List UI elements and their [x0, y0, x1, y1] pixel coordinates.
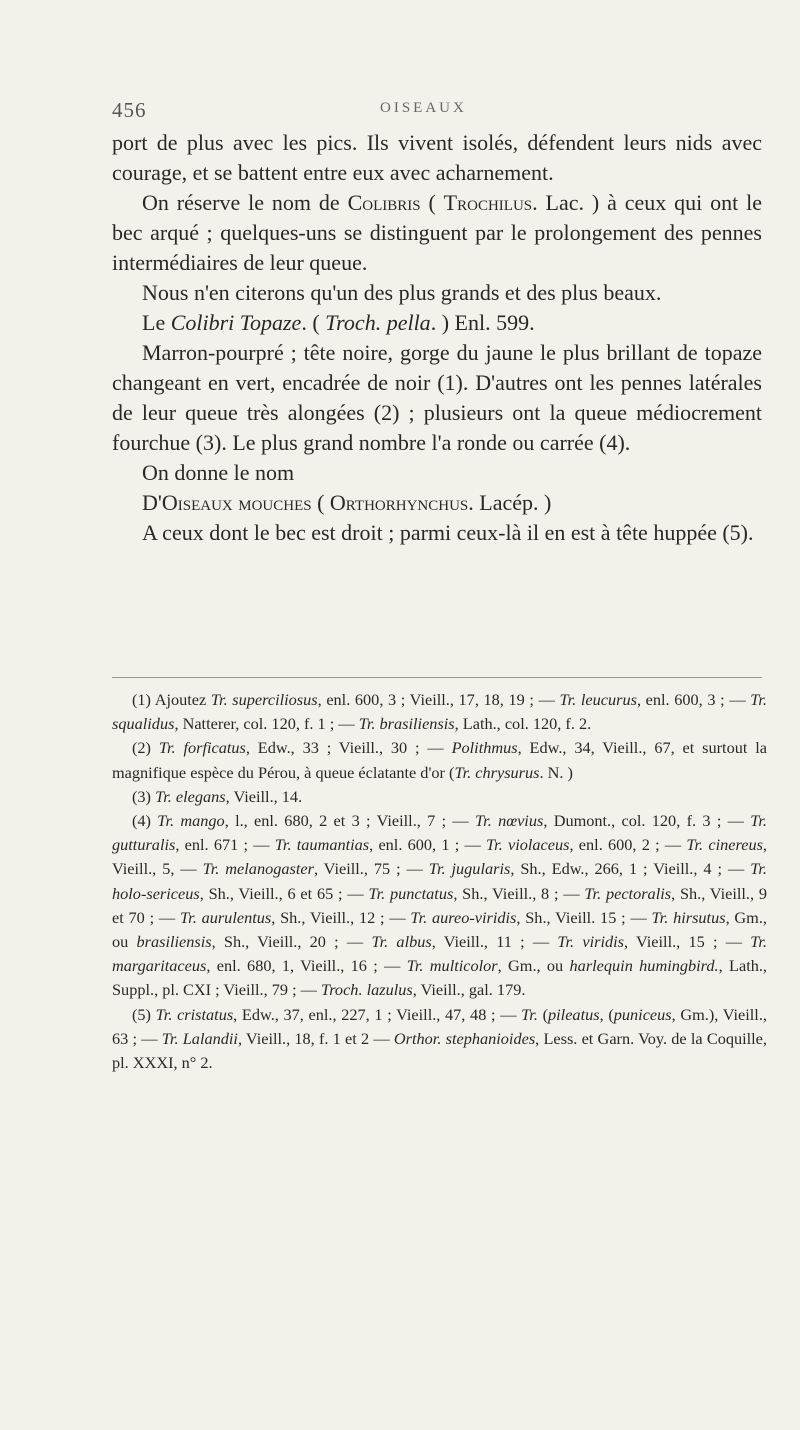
species-name: Tr. pectoralis	[584, 883, 672, 903]
genus-latin: Orthorhynchus	[329, 490, 469, 515]
paragraph-colibris	[112, 188, 762, 278]
text-run: , Gm., ou	[112, 907, 767, 952]
species-name: Tr. holo-sericeus	[112, 859, 767, 903]
main-text	[112, 128, 762, 548]
text-run: , Sh., Vieill., 6 et 65 ; —	[199, 883, 369, 903]
footnote-4	[112, 809, 767, 1003]
text-run: . ) Enl. 599.	[430, 310, 535, 335]
text-run: (1) Ajoutez	[132, 690, 211, 709]
species-name: Orthor. stephanioides	[393, 1028, 536, 1048]
paragraph-on-donne: On donne le nom	[142, 460, 295, 485]
text-run: (	[311, 490, 330, 515]
text-run: (4)	[132, 811, 158, 831]
text-run: , Lath., Suppl., pl. CXI ; Vieill., 79 ; —	[112, 956, 767, 1000]
text-run: (2)	[132, 738, 159, 758]
text-run: , Edw., 34, Vieill., 67, et surtout la magnifique espèce du Pérou, à queue éclatante d'or (	[112, 738, 767, 782]
text-run: , Edw., 37, enl., 227, 1 ; Vieill., 47, 48 ; —	[233, 1004, 522, 1024]
running-title: OISEAUX	[380, 100, 467, 116]
text-run: Le	[142, 310, 171, 335]
species-name: harlequin humingbird.	[569, 956, 719, 976]
species-name: Tr. elegans	[155, 786, 226, 806]
species-name: Tr. punctatus	[368, 883, 454, 903]
text-run: On réserve le nom de	[142, 190, 348, 215]
text-run: , Vieill., 14.	[225, 786, 303, 806]
species-latin: Troch. pella	[325, 310, 431, 335]
genus-latin: Trochilus	[443, 190, 533, 215]
species-name: Tr. squalidus	[112, 690, 767, 734]
text-run: (	[420, 190, 444, 215]
paragraph-oiseaux-mouches	[112, 488, 762, 518]
text-run: , Vieill., 75 ; —	[313, 859, 429, 879]
paragraph-colibri-topaze	[112, 308, 762, 338]
species-name: Tr. jugularis	[428, 859, 511, 879]
text-run: (3)	[132, 786, 156, 806]
genus-name: Colibris	[347, 190, 421, 215]
footnote-rule	[112, 677, 762, 678]
paragraph-bec-droit: A ceux dont le bec est droit ; parmi ceux-là il en est à tête huppée (5).	[142, 520, 754, 545]
paragraph-description: Marron-pourpré ; tête noire, gorge du jaune le plus brillant de topaze changeant en vert, encadrée de noir (1). D'autres ont les pennes latérales de leur queue très alongées (2) ; plusieurs ont la queue médiocrement fourchue (3). Le plus grand nombre l'a ronde ou carrée (4).	[112, 340, 762, 455]
paragraph-continuation: port de plus avec les pics. Ils vivent isolés, défendent leurs nids avec courage, et se battent entre eux avec acharnement.	[112, 130, 762, 185]
species-name: Tr. albus	[371, 932, 432, 952]
text-run: , Natterer, col. 120, f. 1 ; —	[174, 714, 359, 734]
species-name: puniceus	[613, 1004, 672, 1024]
species-name: Tr. brasiliensis	[358, 714, 455, 734]
text-run: , Vieill., gal. 179.	[412, 980, 526, 1000]
species-name: Polithmus	[451, 738, 518, 758]
footnote-2	[112, 736, 767, 784]
text-run: , Edw., 33 ; Vieill., 30 ; —	[245, 738, 452, 758]
species-name: Tr. leucurus	[559, 690, 637, 709]
species-name: Tr. viridis	[557, 932, 624, 952]
text-run: , (	[599, 1004, 614, 1024]
species-name: pileatus	[548, 1004, 600, 1024]
text-run: , Lath., col. 120, f. 2.	[454, 714, 592, 734]
text-run: , enl. 600, 3 ; Vieill., 17, 18, 19 ; —	[317, 690, 560, 709]
species-name: Tr. cinereus	[686, 835, 763, 855]
text-run: , Sh., Vieill., 9 et 70 ; —	[112, 883, 767, 927]
species-name: Tr. superciliosus	[210, 690, 318, 709]
species-name: brasiliensis	[136, 932, 212, 952]
species-name: Tr. chrysurus	[454, 762, 540, 782]
text-run: , l., enl. 680, 2 et 3 ; Vieill., 7 ; —	[224, 811, 476, 831]
species-name: Tr. forficatus	[158, 738, 246, 758]
text-run: , enl. 600, 3 ; —	[636, 690, 751, 709]
text-run: , Vieill., 11 ; —	[431, 932, 558, 952]
species-name: Troch. lazulus	[321, 980, 413, 1000]
page-number: 456	[112, 98, 147, 122]
text-run: , Less. et Garn. Voy. de la Coquille, pl. XXXI, n° 2.	[112, 1028, 767, 1073]
text-run: , enl. 600, 2 ; —	[569, 835, 687, 855]
footnotes	[112, 688, 767, 1075]
text-run: , Sh., Vieill., 12 ; —	[271, 907, 411, 927]
species-name: Tr. aurulentus	[180, 907, 272, 927]
text-run: , enl. 671 ; —	[175, 835, 275, 855]
footnote-3	[112, 785, 767, 809]
text-run: , Sh., Vieill., 20 ; —	[211, 932, 372, 952]
text-run: , Vieill., 15 ; —	[623, 932, 751, 952]
text-run: , Dumont., col. 120, f. 3 ; —	[543, 811, 751, 831]
text-run: . N. )	[539, 762, 573, 782]
running-head	[112, 98, 752, 122]
text-run: , Vieill., 5, —	[112, 835, 767, 879]
species-name: Colibri Topaze	[170, 310, 302, 335]
species-name: Tr. hirsutus	[651, 907, 726, 927]
text-run: , enl. 680, 1, Vieill., 16 ; —	[206, 956, 407, 976]
species-name: Tr. cristatus	[155, 1004, 234, 1024]
species-name: Tr. Lalandii	[161, 1028, 238, 1048]
text-run: . (	[301, 310, 326, 335]
species-name: Tr. melanogaster	[202, 859, 314, 879]
paragraph-nous-citerons: Nous n'en citerons qu'un des plus grands et des plus beaux.	[142, 280, 662, 305]
text-run: , Vieill., 18, f. 1 et 2 —	[237, 1028, 394, 1048]
text-run: , Gm.), Vieill., 63 ; —	[112, 1004, 767, 1048]
text-run: , enl. 600, 1 ; —	[369, 835, 487, 855]
text-run: (5)	[132, 1004, 156, 1024]
species-name: Tr. margaritaceus	[112, 932, 768, 976]
species-name: Tr. mango	[157, 811, 225, 831]
text-run: , Sh., Edw., 266, 1 ; Vieill., 4 ; —	[510, 859, 751, 879]
species-name: Tr. gutturalis	[112, 811, 768, 855]
group-name: D'Oiseaux mouches	[142, 490, 312, 515]
footnote-5	[112, 1003, 767, 1076]
species-name: Tr. multicolor	[406, 956, 498, 976]
text-run: , Gm., ou	[497, 956, 570, 976]
species-name: Tr. nœvius	[475, 811, 544, 831]
text-run: , Sh., Vieill., 8 ; —	[453, 883, 585, 903]
text-run: . Lac. ) à ceux qui ont le bec arqué ; quelques-uns se distinguent par le prolongement des pennes intermédiaires de leur queue.	[112, 190, 762, 275]
text-run: , Sh., Vieill. 15 ; —	[516, 907, 652, 927]
species-name: Tr. aureo-viridis	[410, 907, 517, 927]
text-run: . Lacép. )	[468, 490, 552, 515]
footnote-1	[112, 688, 767, 736]
species-name: Tr.	[521, 1004, 538, 1024]
species-name: Tr. violaceus	[486, 835, 570, 855]
text-run: (	[537, 1004, 549, 1024]
species-name: Tr. taumantias	[274, 835, 370, 855]
